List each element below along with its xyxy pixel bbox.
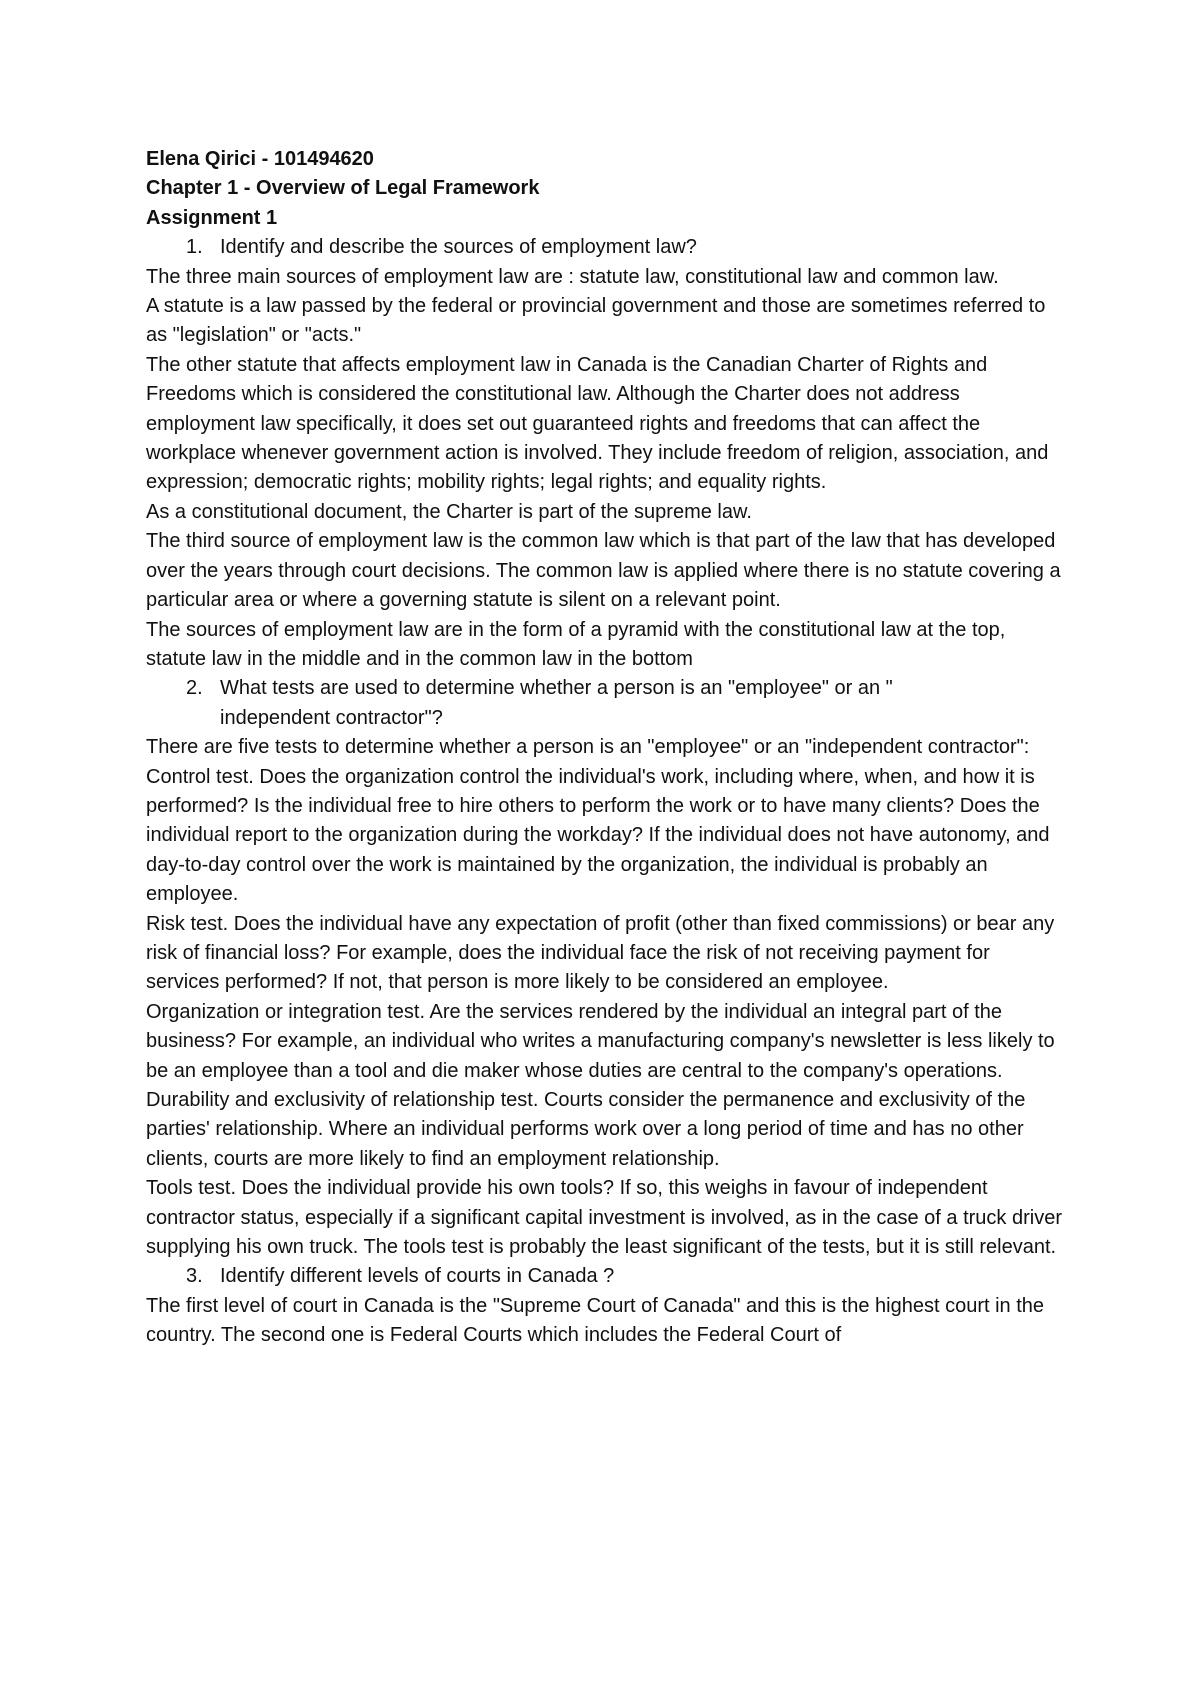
answer-paragraph: There are five tests to determine whether a person is an "employee" or an "independent contractor": [146, 736, 1030, 759]
answer-paragraph: The first level of court in Canada is the "Supreme Court of Canada" and this is the highest court in the country. The second one is Federal Courts which includes the Federal Court of [146, 1294, 1045, 1347]
answer-paragraph: Durability and exclusivity of relationship test. Courts consider the permanence and exclusivity of the parties' relationship. Where an individual performs work over a long period of time and has no other clients, courts are more likely to find an employment relationship. [146, 1089, 1026, 1170]
document-body [146, 145, 1066, 1351]
answer-paragraph: Control test. Does the organization control the individual's work, including where, when, and how it is performed? Is the individual free to hire others to perform the work or to have many clients? Does the individual report to the organization during the workday? If the individual does not have autonomy, and day-to-day control over the work is maintained by the organization, the individual is probably an employee. [146, 765, 1050, 906]
question-text: Identify and describe the sources of employment law? [220, 236, 697, 259]
question-2 [146, 674, 1066, 733]
question-1 [146, 233, 1066, 262]
author-line: Elena Qirici - 101494620 [146, 148, 374, 170]
answer-paragraph: A statute is a law passed by the federal or provincial government and those are sometimes referred to as "legislation" or "acts." [146, 295, 1046, 347]
question-text: What tests are used to determine whether a person is an "employee" or an " independent contractor"? [220, 677, 893, 729]
answer-paragraph: The third source of employment law is the common law which is that part of the law that has developed over the years through court decisions. The common law is applied where there is no statute covering a particular area or where a governing statute is silent on a relevant point. [146, 530, 1061, 612]
answer-paragraph: The other statute that affects employment law in Canada is the Canadian Charter of Rights and Freedoms which is considered the constitutional law. Although the Charter does not address employment law specifically, it does set out guaranteed rights and freedoms that can affect the workplace whenever government action is involved. They include freedom of religion, association, and expression; democratic rights; mobility rights; legal rights; and equality rights. [146, 353, 1049, 494]
answer-paragraph: Risk test. Does the individual have any expectation of profit (other than fixed commissions) or bear any risk of financial loss? For example, does the individual face the risk of not receiving payment for services performed? If not, that person is more likely to be considered an employee. [146, 912, 1055, 994]
assignment-title: Assignment 1 [146, 206, 278, 229]
answer-paragraph: The sources of employment law are in the form of a pyramid with the constitutional law at the top, statute law in the middle and in the common law in the bottom [146, 618, 1006, 670]
answer-paragraph: Tools test. Does the individual provide his own tools? If so, this weighs in favour of independent contractor status, especially if a significant capital investment is involved, as in the case of a truck driver supplying his own truck. The tools test is probably the least significant of the tests, but it is still relevant. [146, 1177, 1062, 1259]
chapter-title: Chapter 1 - Overview of Legal Framework [146, 177, 540, 200]
answer-paragraph: The three main sources of employment law are : statute law, constitutional law and common law. [146, 265, 999, 288]
answer-paragraph: Organization or integration test. Are the services rendered by the individual an integral part of the business? For example, an individual who writes a manufacturing company's newsletter is less likely to be an employee than a tool and die maker whose duties are central to the company's operations. [146, 1000, 1055, 1082]
question-text: Identify different levels of courts in Canada ? [220, 1265, 615, 1288]
question-number: 1. [186, 236, 203, 259]
question-3 [146, 1262, 1066, 1291]
question-number: 2. [186, 677, 203, 700]
answer-paragraph: As a constitutional document, the Charter is part of the supreme law. [146, 500, 752, 523]
question-number: 3. [186, 1265, 203, 1288]
